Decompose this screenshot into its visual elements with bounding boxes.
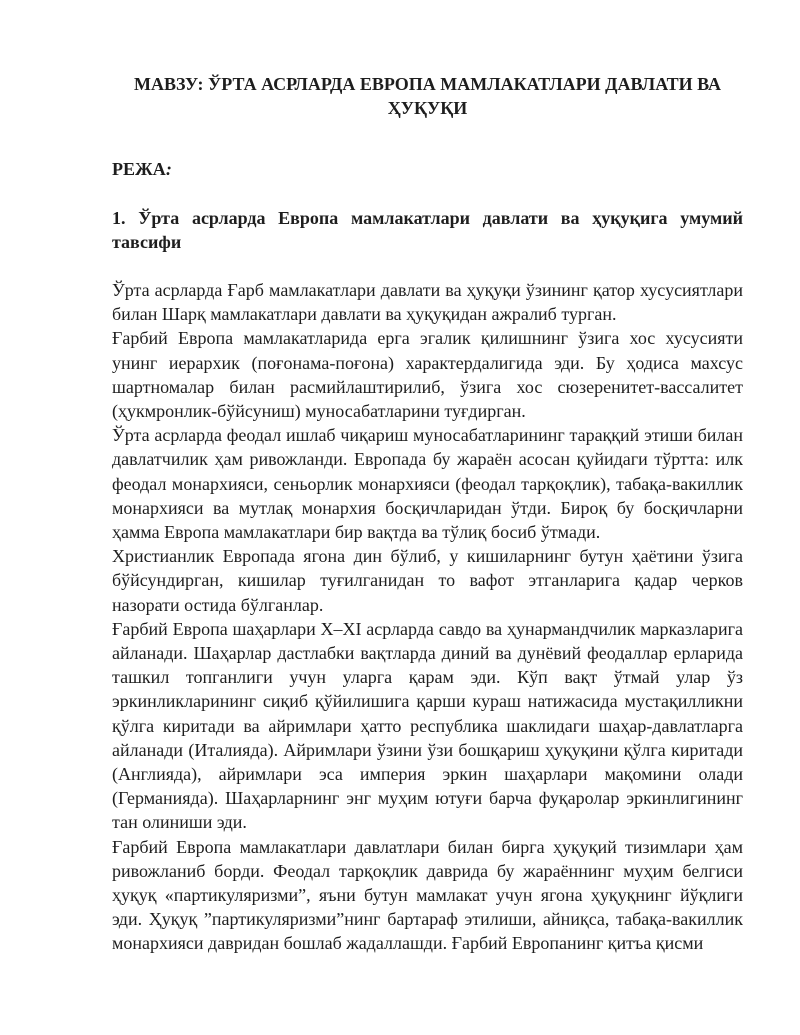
paragraph-west-east: Ўрта асрларда Ғарб мамлакатлари давлати ва ҳуқуқи ўзининг қатор хусусиятлари билан Шарқ мамлакатлари давлати ва ҳуқуқидан ажралиб турган. — [112, 280, 743, 325]
paragraph-land-ownership: Ғарбий Европа мамлакатларида ерга эгалик қилишнинг ўзига хос хусусияти унинг иерархик (поғонама-поғона) характердалигида эди. Бу ҳодиса махсус шартномалар билан расмийлаштирилиб, ўзига хос сюзеренитет-вассалитет (ҳукмронлик-бўйсуниш) муносабатларини туғдирган. — [112, 328, 743, 422]
section-heading: 1. Ўрта асрларда Европа мамлакатлари давлати ва ҳуқуқига умумий тавсифи — [112, 208, 743, 252]
paragraph-statehood-stages: Ўрта асрларда феодал ишлаб чиқариш муносабатларининг тараққий этиши билан давлатчилик ҳам ривожланди. Европада бу жараён асосан қуйидаги тўртта: илк феодал монархияси, сеньорлик монархияси (феодал тарқоқлик), табақа-вакиллик монархияси ва мутлақ монархия босқичларидан ўтди. Бироқ бу босқичларни ҳамма Европа мамлакатлари бир вақтда ва тўлиқ босиб ўтмади. — [112, 425, 743, 543]
plan-label: РЕЖА — [112, 159, 166, 179]
document-title: МАВЗУ: ЎРТА АСРЛАРДА ЕВРОПА МАМЛАКАТЛАРИ ДАВЛАТИ ВА ҲУҚУҚИ — [133, 74, 722, 118]
document-page — [112, 72, 743, 956]
paragraph-legal-systems: Ғарбий Европа мамлакатлари давлатлари билан бирга ҳуқуқий тизимлари ҳам ривожланиб борди. Феодал тарқоқлик даврида бу жараённинг муҳим белгиси ҳуқуқ «партикуляризми”, яъни бутун мамлакат учун ягона ҳуқуқнинг йўқлиги эди. Ҳуқуқ ”партикуляризми”нинг бартараф этилиши, айниқса, табақа-вакиллик монархияси давридан бошлаб жадаллашди. Ғарбий Европанинг қитъа қисми — [112, 836, 743, 954]
document-body — [112, 278, 743, 956]
paragraph-christianity: Христианлик Европада ягона дин бўлиб, у кишиларнинг бутун ҳаётини ўзига бўйсундирган, кишилар туғилганидан то вафот этганларига қадар черков назорати остида бўлганлар. — [112, 546, 743, 615]
plan-heading — [112, 157, 743, 181]
plan-colon: : — [165, 159, 172, 179]
paragraph-cities: Ғарбий Европа шаҳарлари X–XI асрларда савдо ва ҳунармандчилик марказларига айланади. Шаҳарлар дастлабки вақтларда диний ва дунёвий феодаллар ерларида ташкил топганлиги учун уларга қарам эди. Кўп вақт ўтмай улар ўз эркинликларининг сиқиб қўйилишига қарши кураш натижасида мустақилликни қўлга киритади ва айримлари ҳатто республика шаклидаги шаҳар-давлатларга айланади (Италияда). Айримлари ўзини ўзи бошқариш ҳуқуқини қўлга киритади (Англияда), айримлари эса империя эркин шаҳарлари мақомини олади (Германияда). Шаҳарларнинг энг муҳим ютуғи барча фуқаролар эркинлигининг тан олиниши эди. — [112, 618, 743, 833]
